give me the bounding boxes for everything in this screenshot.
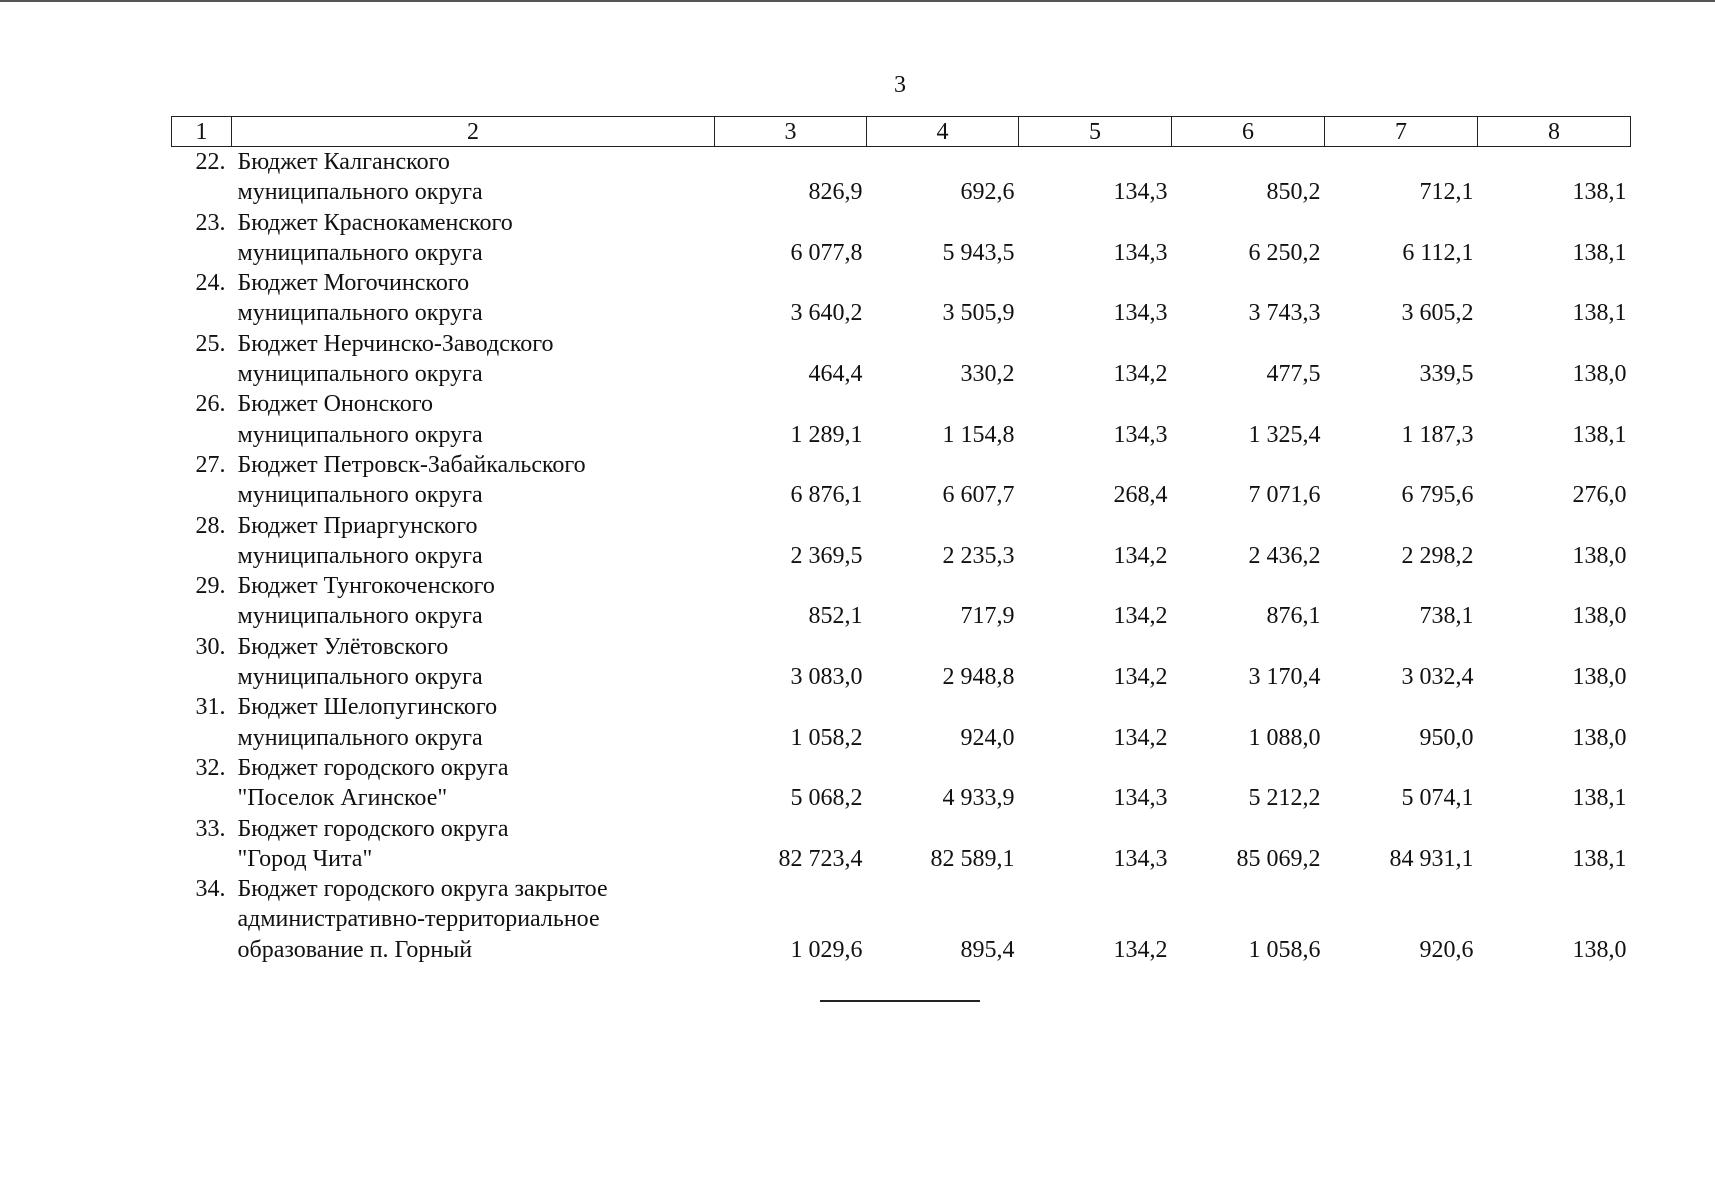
- value-column-5: 134,2: [1113, 542, 1168, 569]
- table-row: [172, 147, 1631, 208]
- column-header-2: 2: [232, 117, 715, 147]
- top-edge-rule: [0, 0, 1715, 2]
- value-column-4: 82 589,1: [930, 845, 1015, 872]
- table-row: [172, 692, 1631, 753]
- value-column-6: 876,1: [1266, 603, 1321, 630]
- column-header-4: 4: [867, 117, 1019, 147]
- column-header-5: 5: [1019, 117, 1172, 147]
- budget-name: Бюджет городского округа "Город Чита": [237, 815, 509, 872]
- value-column-4: 717,9: [960, 603, 1015, 630]
- value-column-8: 138,1: [1572, 785, 1627, 812]
- value-column-4: 2 948,8: [942, 664, 1015, 691]
- value-column-6: 477,5: [1266, 361, 1321, 388]
- table-row: [172, 632, 1631, 693]
- value-column-8: 138,1: [1572, 179, 1627, 206]
- value-column-7: 738,1: [1419, 603, 1474, 630]
- value-column-3: 6 876,1: [790, 482, 863, 509]
- table-row: [172, 208, 1631, 269]
- budget-name: Бюджет городского округа закрытое административно-территориальное образование п. Горный: [237, 876, 608, 963]
- budget-name: Бюджет Краснокаменского муниципального округа: [237, 209, 513, 266]
- column-header-8: 8: [1478, 117, 1631, 147]
- value-column-5: 134,2: [1113, 603, 1168, 630]
- table-row: [172, 571, 1631, 632]
- page-number: 3: [894, 72, 906, 98]
- table-body: [172, 147, 1631, 966]
- value-column-6: 3 170,4: [1248, 664, 1321, 691]
- row-number: 23.: [195, 209, 226, 236]
- value-column-5: 134,2: [1113, 664, 1168, 691]
- row-number: 31.: [195, 694, 226, 721]
- value-column-5: 134,3: [1113, 421, 1168, 448]
- value-column-3: 2 369,5: [790, 542, 863, 569]
- table-row: [172, 814, 1631, 875]
- row-number: 24.: [195, 270, 226, 297]
- value-column-8: 138,1: [1572, 239, 1627, 266]
- budget-name: Бюджет Шелопугинского муниципального округа: [237, 694, 498, 751]
- value-column-3: 1 289,1: [790, 421, 863, 448]
- value-column-4: 924,0: [960, 724, 1015, 751]
- table-row: [172, 389, 1631, 450]
- value-column-6: 6 250,2: [1248, 239, 1321, 266]
- row-number: 22.: [195, 149, 226, 175]
- value-column-8: 138,0: [1572, 724, 1627, 751]
- value-column-4: 895,4: [960, 936, 1015, 963]
- value-column-7: 950,0: [1419, 724, 1474, 751]
- value-column-4: 6 607,7: [942, 482, 1015, 509]
- value-column-7: 3 605,2: [1401, 300, 1474, 327]
- value-column-3: 1 058,2: [790, 724, 863, 751]
- value-column-6: 3 743,3: [1248, 300, 1321, 327]
- column-header-7: 7: [1325, 117, 1478, 147]
- value-column-4: 330,2: [960, 361, 1015, 388]
- budget-name: Бюджет Могочинского муниципального округа: [237, 270, 483, 327]
- value-column-6: 850,2: [1266, 179, 1321, 206]
- value-column-7: 84 931,1: [1389, 845, 1474, 872]
- value-column-6: 7 071,6: [1248, 482, 1321, 509]
- value-column-5: 134,3: [1113, 239, 1168, 266]
- value-column-5: 134,3: [1113, 179, 1168, 206]
- value-column-8: 138,0: [1572, 603, 1627, 630]
- row-number: 26.: [195, 391, 226, 418]
- value-column-4: 692,6: [960, 179, 1015, 206]
- column-number-row: [172, 117, 1631, 147]
- budget-name: Бюджет Приаргунского муниципального округа: [237, 512, 483, 569]
- value-column-8: 138,0: [1572, 936, 1627, 963]
- table-row: [172, 268, 1631, 329]
- value-column-6: 1 058,6: [1248, 936, 1321, 963]
- value-column-3: 3 083,0: [790, 664, 863, 691]
- row-number: 30.: [195, 633, 226, 660]
- value-column-4: 5 943,5: [942, 239, 1015, 266]
- value-column-8: 138,1: [1572, 300, 1627, 327]
- row-number: 34.: [195, 876, 226, 903]
- value-column-7: 712,1: [1419, 179, 1474, 206]
- value-column-7: 2 298,2: [1401, 542, 1474, 569]
- value-column-4: 1 154,8: [942, 421, 1015, 448]
- value-column-7: 5 074,1: [1401, 785, 1474, 812]
- value-column-5: 268,4: [1113, 482, 1168, 509]
- budget-table: [171, 116, 1631, 965]
- value-column-7: 3 032,4: [1401, 664, 1474, 691]
- value-column-4: 3 505,9: [942, 300, 1015, 327]
- table-header: [172, 117, 1631, 147]
- value-column-6: 2 436,2: [1248, 542, 1321, 569]
- value-column-5: 134,2: [1113, 361, 1168, 388]
- value-column-8: 138,0: [1572, 542, 1627, 569]
- value-column-3: 82 723,4: [778, 845, 863, 872]
- value-column-3: 6 077,8: [790, 239, 863, 266]
- value-column-3: 1 029,6: [790, 936, 863, 963]
- row-number: 33.: [195, 815, 226, 842]
- value-column-6: 1 325,4: [1248, 421, 1321, 448]
- table-row: [172, 450, 1631, 511]
- value-column-3: 852,1: [808, 603, 863, 630]
- value-column-5: 134,3: [1113, 300, 1168, 327]
- budget-name: Бюджет Петровск-Забайкальского муниципального округа: [237, 451, 586, 509]
- row-number: 28.: [195, 512, 226, 539]
- budget-name: Бюджет Тунгокоченского муниципального округа: [237, 573, 495, 630]
- value-column-5: 134,3: [1113, 845, 1168, 872]
- value-column-6: 5 212,2: [1248, 785, 1321, 812]
- value-column-4: 4 933,9: [942, 785, 1015, 812]
- value-column-5: 134,2: [1113, 936, 1168, 963]
- budget-name: Бюджет Ононского муниципального округа: [237, 391, 483, 448]
- row-number: 27.: [195, 451, 226, 478]
- value-column-3: 5 068,2: [790, 785, 863, 812]
- table-row: [172, 753, 1631, 814]
- budget-name: Бюджет Калганского муниципального округа: [237, 149, 483, 206]
- value-column-3: 826,9: [808, 179, 863, 206]
- value-column-3: 3 640,2: [790, 300, 863, 327]
- end-of-table-rule: [820, 1000, 980, 1002]
- value-column-6: 85 069,2: [1236, 845, 1321, 872]
- value-column-5: 134,2: [1113, 724, 1168, 751]
- value-column-7: 1 187,3: [1401, 421, 1474, 448]
- row-number: 29.: [195, 573, 226, 600]
- value-column-7: 6 112,1: [1402, 239, 1474, 266]
- value-column-4: 2 235,3: [942, 542, 1015, 569]
- value-column-8: 138,1: [1572, 421, 1627, 448]
- value-column-8: 138,0: [1572, 664, 1627, 691]
- budget-name: Бюджет городского округа "Поселок Агинское": [237, 754, 509, 812]
- table-row: [172, 329, 1631, 390]
- row-number: 32.: [195, 754, 226, 781]
- value-column-7: 339,5: [1419, 361, 1474, 388]
- row-number: 25.: [195, 330, 226, 357]
- table-row: [172, 511, 1631, 572]
- column-header-1: 1: [172, 117, 232, 147]
- budget-name: Бюджет Улётовского муниципального округа: [237, 633, 483, 691]
- value-column-5: 134,3: [1113, 785, 1168, 812]
- value-column-7: 6 795,6: [1401, 482, 1474, 509]
- value-column-8: 138,1: [1572, 845, 1627, 872]
- value-column-7: 920,6: [1419, 936, 1474, 963]
- value-column-8: 276,0: [1572, 482, 1627, 509]
- column-header-6: 6: [1172, 117, 1325, 147]
- value-column-6: 1 088,0: [1248, 724, 1321, 751]
- value-column-3: 464,4: [808, 361, 863, 388]
- table-row: [172, 874, 1631, 965]
- budget-name: Бюджет Нерчинско-Заводского муниципального округа: [237, 330, 554, 388]
- column-header-3: 3: [715, 117, 867, 147]
- value-column-8: 138,0: [1572, 361, 1627, 388]
